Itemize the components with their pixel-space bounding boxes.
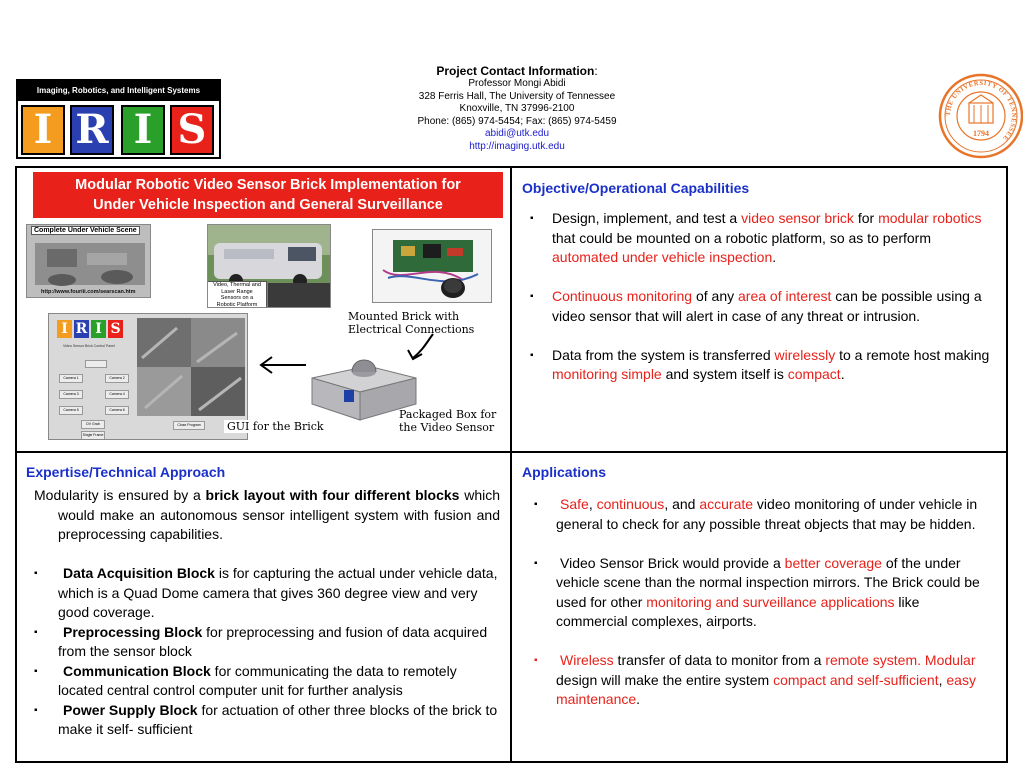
scene-url: http://www.fouriii.com/searscan.htm: [41, 289, 136, 295]
objective-highlight: monitoring simple: [552, 366, 662, 382]
expertise-title: Expertise/Technical Approach: [26, 464, 226, 480]
expertise-item-communication: [34, 662, 500, 701]
expertise-text: Modularity is ensured by a: [34, 487, 206, 503]
gui-button-camera-1[interactable]: Camera 1: [59, 374, 83, 383]
van-caption-line4: Robotic Platform: [216, 301, 258, 308]
objective-text: .: [840, 366, 845, 382]
university-seal: [938, 73, 1023, 159]
van-caption-line2: Laser Range: [221, 288, 253, 295]
contact-address1: 328 Ferris Hall, The University of Tennessee: [418, 90, 616, 102]
applications-title: Applications: [522, 464, 607, 480]
expertise-item-power-supply: [34, 701, 500, 740]
applications-text: ,: [588, 496, 597, 512]
seal-icon: [938, 73, 1023, 159]
gui-button-camera-4[interactable]: Camera 4: [105, 390, 129, 399]
expertise-bold: Data Acquisition Block: [63, 565, 215, 581]
applications-highlight: easy maintenance: [556, 671, 976, 707]
objective-highlight: automated under vehicle inspection: [552, 249, 773, 265]
gui-button-camera-3[interactable]: Camera 3: [59, 390, 83, 399]
expertise-text: for actuation of other three blocks of the brick to make it self- sufficient: [58, 701, 498, 737]
seal-text: THE UNIVERSITY OF TENNESSEE: [944, 79, 1018, 142]
applications-bullet-1: [534, 495, 990, 534]
contact-address2: Knoxville, TN 37996-2100: [459, 103, 575, 114]
objective-text: for: [853, 210, 879, 226]
gui-button-close[interactable]: Close Program: [173, 421, 205, 430]
contact-title: Project Contact Information: [436, 64, 595, 78]
applications-panel: [534, 495, 990, 710]
bullet-icon: ▪: [34, 704, 38, 716]
mounted-brick-image: [372, 229, 492, 303]
applications-text: design will make the entire system: [556, 671, 774, 688]
iris-logo: [16, 79, 221, 159]
objective-bullet-1: [530, 209, 990, 268]
expertise-text: is for capturing the actual under vehicle data, which is a Quad Dome camera that gives 360 degree view and very good coverage.: [58, 565, 498, 620]
packaged-caption: [399, 408, 496, 434]
gui-logo-s: S: [108, 320, 123, 338]
mounted-caption-line1: Mounted Brick with: [348, 310, 460, 323]
objective-text: and system itself is: [661, 366, 788, 382]
expertise-bold: brick layout with four different blocks: [205, 487, 460, 503]
contact-name: Professor Mongi Abidi: [468, 78, 566, 89]
expertise-bold: Preprocessing Block: [63, 623, 203, 640]
gui-button-dv-grab[interactable]: DV Grab: [81, 420, 105, 429]
contact-email-link[interactable]: abidi@utk.edu: [484, 128, 550, 139]
contact-info: [395, 64, 639, 153]
expertise-intro: [34, 486, 500, 545]
mounted-caption-line2: Electrical Connections: [348, 323, 475, 336]
objective-text: .: [772, 249, 777, 265]
bullet-icon: ▪: [34, 665, 38, 677]
packaged-caption-line1: Packaged Box for: [399, 408, 497, 421]
expertise-text: which would make an autonomous sensor intelligent system with fusion and preprocessing capabilities.: [58, 487, 500, 542]
expertise-item-preprocessing: [34, 623, 500, 662]
logo-letter-s: S: [170, 105, 214, 155]
expertise-panel: [34, 486, 500, 740]
logo-letter-r: R: [70, 105, 114, 155]
applications-text: of the under vehicle scene than the normal inspection mirrors. The Brick could be used for other: [556, 554, 980, 610]
logo-letter-i2: I: [121, 105, 165, 155]
gui-button-camera-6[interactable]: Camera 6: [105, 406, 129, 415]
gui-button-single-frame[interactable]: Single Frame: [81, 431, 105, 440]
gui-button-camera-2[interactable]: Camera 2: [105, 374, 129, 383]
objective-text: Data from the system is transferred: [552, 346, 775, 363]
project-title-line2: Under Vehicle Inspection and General Surveillance: [93, 197, 443, 213]
objective-bullet-3: [530, 346, 990, 385]
objective-title: Objective/Operational Capabilities: [522, 180, 750, 196]
horizontal-divider: [15, 451, 1008, 453]
applications-text: video monitoring of under vehicle in general to check for any possible threat objects that may be hidden.: [556, 496, 978, 532]
applications-highlight: better coverage: [784, 554, 882, 571]
scene-caption: Complete Under Vehicle Scene: [31, 226, 140, 235]
gui-video-feed: [137, 318, 245, 416]
gui-logo: [57, 320, 123, 338]
van-caption-line1: Video, Thermal and: [213, 282, 261, 288]
gui-logo-r: R: [75, 321, 88, 337]
vertical-divider: [510, 166, 512, 763]
expertise-text: for communicating the data to remotely located central control computer unit for further analysis: [58, 662, 457, 698]
logo-subtitle: Imaging, Robotics, and Intelligent Systems: [18, 81, 219, 101]
gui-caption: GUI for the Brick: [224, 420, 327, 433]
expertise-bold: Communication Block: [63, 662, 211, 679]
applications-text: .: [636, 691, 641, 707]
applications-highlight: remote system.: [825, 652, 922, 668]
contact-phone: Phone: (865) 974-5454; Fax: (865) 974-5459: [417, 115, 617, 127]
van-caption-line3: Sensors on a: [220, 295, 254, 301]
objective-text: that could be mounted on a robotic platform, so as to perform: [552, 229, 931, 246]
objective-highlight: video sensor brick: [741, 210, 854, 226]
objective-text: to a remote host making: [835, 346, 990, 363]
gui-screenshot-image: I R I S Video Sensor Brick Control Panel Camera 1 Camera 2 Camera 3 Camera 4 Camera 5 Camera 6 DV Grab Single Frame Close Program: [48, 313, 248, 440]
bullet-icon: ▪: [34, 626, 38, 638]
bullet-icon: ▪: [530, 213, 534, 224]
objective-highlight: Continuous monitoring: [552, 288, 693, 304]
gui-logo-i: I: [57, 320, 72, 338]
project-title-line1: Modular Robotic Video Sensor Brick Implementation for: [75, 177, 461, 193]
applications-highlight: Wireless: [560, 652, 614, 668]
gui-button-camera-5[interactable]: Camera 5: [59, 406, 83, 415]
logo-letter-i: I: [21, 105, 65, 155]
van-caption: [207, 281, 267, 308]
applications-text: Video Sensor Brick would provide a: [560, 554, 785, 571]
applications-text: ,: [938, 671, 947, 688]
van-robotic-platform-image: [207, 224, 331, 308]
objective-highlight: area of interest: [738, 288, 832, 304]
under-vehicle-scene-image: [26, 224, 151, 298]
bullet-icon: ▪: [530, 291, 534, 302]
objective-text: Design, implement, and test a: [552, 210, 742, 226]
objective-text: can be possible using a video sensor that will alert in case of any threat or intrusion.: [552, 288, 982, 324]
expertise-text: for preprocessing and fusion of data acquired from the sensor block: [58, 623, 488, 659]
objective-text: of any: [692, 288, 739, 304]
seal-year: 1794: [973, 129, 989, 138]
applications-highlight: Safe: [560, 496, 589, 512]
bullet-icon: ▪: [534, 655, 538, 666]
bullet-icon: ▪: [530, 349, 534, 361]
gui-logo-i2: I: [91, 320, 106, 338]
applications-highlight: compact and self-sufficient: [773, 671, 939, 688]
applications-text: , and: [664, 496, 700, 512]
objective-highlight: modular robotics: [878, 210, 982, 226]
applications-highlight: continuous: [596, 496, 665, 512]
applications-bullet-2: [534, 554, 990, 632]
expertise-item-data-acquisition: [34, 564, 500, 623]
bullet-icon: ▪: [534, 499, 538, 510]
objective-highlight: wirelessly: [774, 346, 836, 363]
applications-text: like commercial complexes, airports.: [556, 593, 920, 629]
applications-highlight: Modular: [924, 652, 976, 668]
contact-url-link[interactable]: http://imaging.utk.edu: [469, 140, 565, 152]
project-title-banner: [33, 172, 503, 218]
expertise-bold: Power Supply Block: [63, 701, 198, 718]
bullet-icon: ▪: [534, 557, 538, 569]
arrow-left-icon: [258, 355, 308, 375]
bullet-icon: ▪: [34, 568, 38, 579]
applications-bullet-3: [534, 651, 990, 710]
applications-text: transfer of data to monitor from a: [613, 652, 826, 668]
contact-colon: :: [594, 64, 598, 78]
packaged-caption-line2: the Video Sensor: [399, 421, 495, 434]
applications-highlight: monitoring and surveillance applications: [646, 593, 895, 610]
objective-panel: [530, 209, 990, 385]
objective-bullet-2: [530, 287, 990, 326]
applications-highlight: accurate: [699, 496, 754, 512]
objective-highlight: compact: [787, 366, 841, 382]
